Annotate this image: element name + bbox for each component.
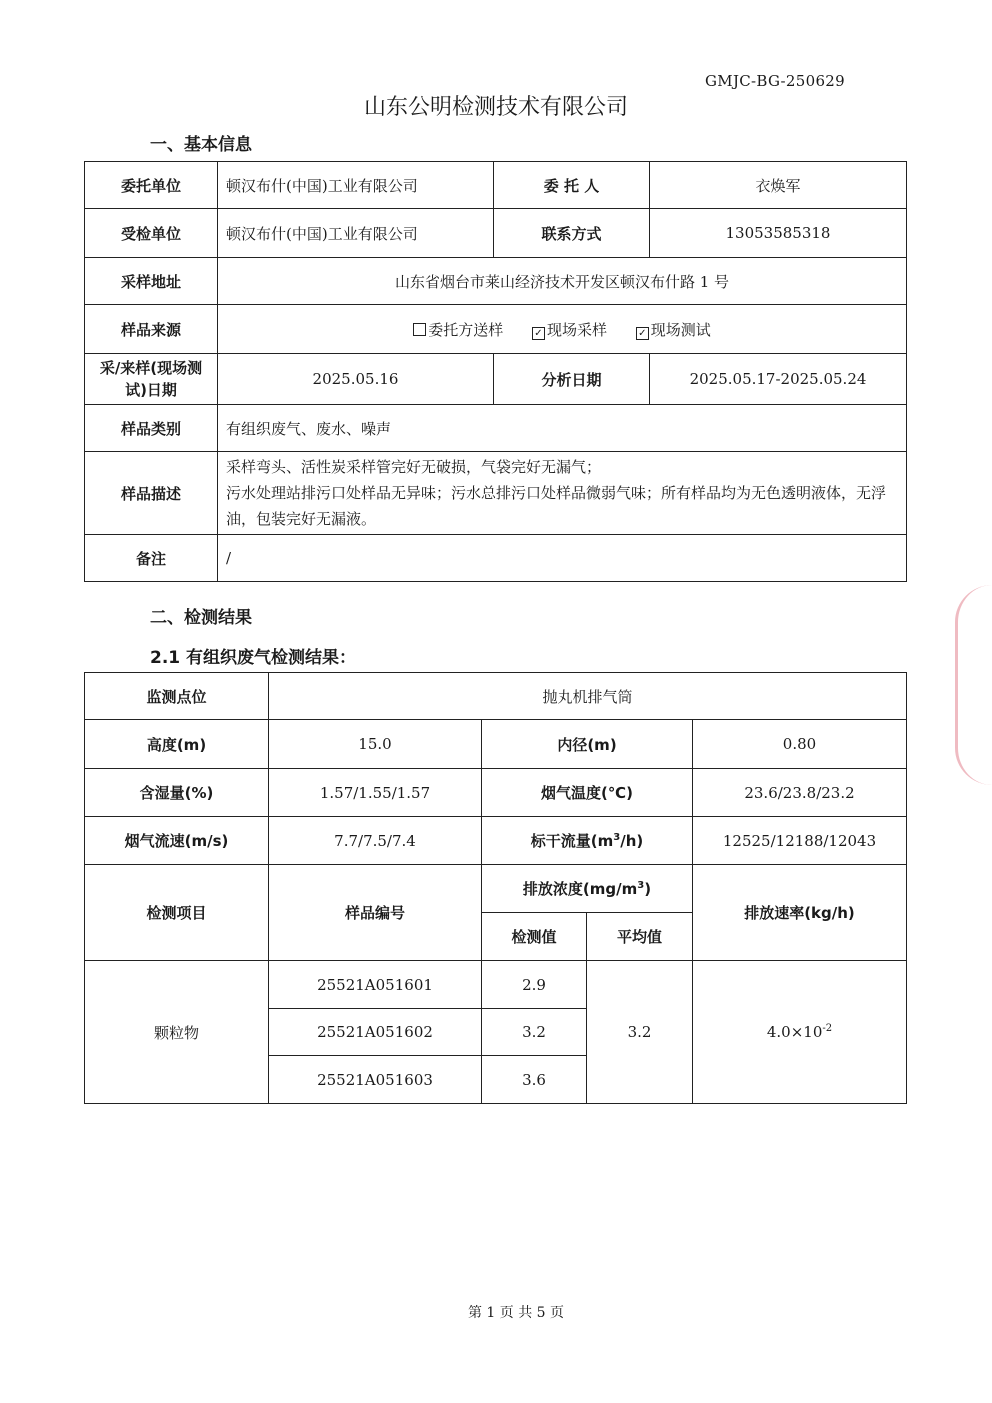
description-label: 样品描述	[85, 452, 218, 535]
monitoring-point-value: 抛丸机排气筒	[269, 673, 907, 720]
results-subheading: 2.1 有组织废气检测结果：	[150, 648, 357, 668]
diameter-label: 内径(m)	[482, 720, 693, 769]
standard-flow-label: 标干流量$(m^3/h)$	[482, 817, 693, 865]
category-value: 有组织废气、废水、噪声	[218, 405, 907, 452]
category-label: 样品类别	[85, 405, 218, 452]
source-label: 样品来源	[85, 305, 218, 354]
emission-rate-value: $4.0\times 10^{-2}$	[693, 961, 907, 1104]
source-options	[218, 305, 907, 354]
seal-stamp-edge	[955, 585, 992, 785]
sample-date-label: 采/来样(现场测试)日期	[85, 354, 218, 405]
measured-value: 2.9	[482, 961, 587, 1009]
table-row	[85, 961, 907, 1009]
basic-info-table	[84, 161, 907, 582]
exhaust-results-table	[84, 672, 907, 1104]
standard-flow-value: 12525/12188/12043	[693, 817, 907, 865]
item-column-header: 检测项目	[85, 865, 269, 961]
contact-value: 13053585318	[650, 209, 907, 258]
section-basic-info-heading: 一、基本信息	[150, 135, 252, 155]
average-value: 3.2	[587, 961, 693, 1104]
measured-value: 3.6	[482, 1056, 587, 1104]
remarks-label: 备注	[85, 535, 218, 582]
principal-value: 衣焕军	[650, 162, 907, 209]
inspected-unit-label: 受检单位	[85, 209, 218, 258]
client-label: 委托单位	[85, 162, 218, 209]
sample-id: 25521A051603	[269, 1056, 482, 1104]
checkbox-empty-icon	[413, 323, 426, 336]
checkbox-checked-icon: ✓	[532, 327, 545, 340]
page-number: 第 1 页 共 5 页	[467, 1305, 565, 1321]
section-results-heading: 二、检测结果	[150, 608, 252, 628]
source-option-onsite-testing: ✓ 现场测试	[636, 319, 711, 340]
gas-temperature-label: 烟气温度(℃)	[482, 769, 693, 817]
humidity-label: 含湿量(%)	[85, 769, 269, 817]
average-column-header: 平均值	[587, 913, 693, 961]
address-label: 采样地址	[85, 258, 218, 305]
height-value: 15.0	[269, 720, 482, 769]
contact-label: 联系方式	[494, 209, 650, 258]
measured-column-header: 检测值	[482, 913, 587, 961]
source-option-client-delivery: 委托方送样	[413, 319, 503, 340]
gas-velocity-label: 烟气流速(m/s)	[85, 817, 269, 865]
diameter-value: 0.80	[693, 720, 907, 769]
description-line-1: 采样弯头、活性炭采样管完好无破损，气袋完好无漏气；	[226, 458, 602, 476]
height-label: 高度(m)	[85, 720, 269, 769]
analysis-date-label: 分析日期	[494, 354, 650, 405]
measured-value: 3.2	[482, 1009, 587, 1056]
gas-temperature-value: 23.6/23.8/23.2	[693, 769, 907, 817]
analysis-date-value: 2025.05.17-2025.05.24	[650, 354, 907, 405]
inspected-unit-value: 顿汉布什(中国)工业有限公司	[218, 209, 494, 258]
gas-velocity-value: 7.7/7.5/7.4	[269, 817, 482, 865]
sample-id: 25521A051601	[269, 961, 482, 1009]
concentration-column-header: 排放浓度$(mg/m^3)$	[482, 865, 693, 913]
description-line-2: 污水处理站排污口处样品无异味；污水总排污口处样品微弱气味；所有样品均为无色透明液体，无浮油，包装完好无漏液。	[226, 484, 887, 528]
sample-column-header: 样品编号	[269, 865, 482, 961]
sample-id: 25521A051602	[269, 1009, 482, 1056]
rate-column-header: 排放速率(kg/h)	[693, 865, 907, 961]
remarks-value: /	[218, 535, 907, 582]
checkbox-checked-icon: ✓	[636, 327, 649, 340]
source-option-onsite-sampling: ✓ 现场采样	[532, 319, 607, 340]
monitoring-point-label: 监测点位	[85, 673, 269, 720]
company-title: 山东公明检测技术有限公司	[363, 95, 628, 120]
description-value	[218, 452, 907, 535]
report-number: GMJC-BG-250629	[705, 72, 845, 90]
address-value: 山东省烟台市莱山经济技术开发区顿汉布什路 1 号	[218, 258, 907, 305]
client-value: 顿汉布什(中国)工业有限公司	[218, 162, 494, 209]
sample-date-value: 2025.05.16	[218, 354, 494, 405]
principal-label: 委 托 人	[494, 162, 650, 209]
humidity-value: 1.57/1.55/1.57	[269, 769, 482, 817]
item-name: 颗粒物	[85, 961, 269, 1104]
